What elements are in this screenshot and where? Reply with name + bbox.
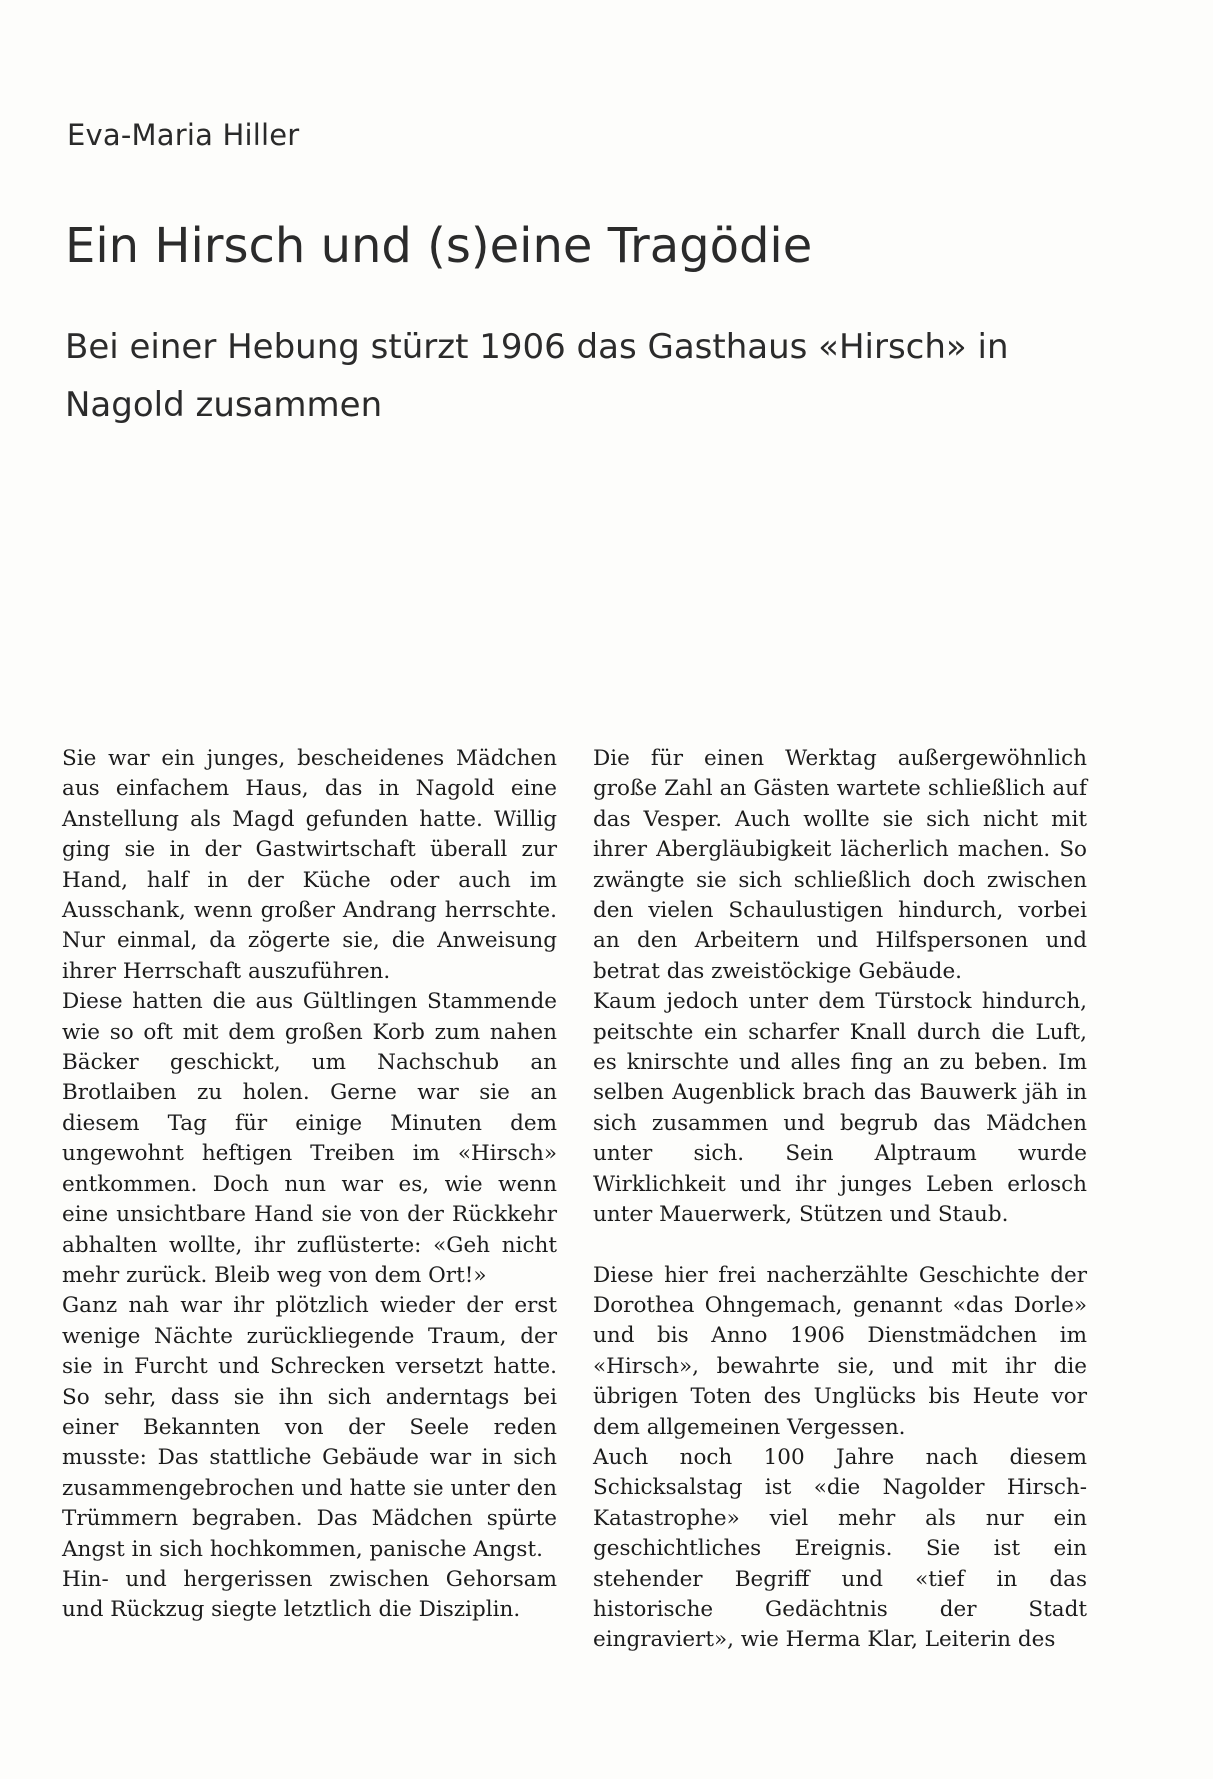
left-paragraph-1: Sie war ein junges, bescheidenes Mädchen aus einfachem Haus, das in Nagold eine Anstellung als Magd gefunden hatte. Willig ging sie in der Gastwirtschaft überall zur Hand, half in der Küche oder auch im Ausschank, wenn großer Andrang herrschte. Nur einmal, da zögerte sie, die Anweisung ihrer Herrschaft auszuführen.	[62, 746, 557, 984]
article-subtitle: Bei einer Hebung stürzt 1906 das Gasthaus «Hirsch» in Nagold zusammen	[65, 327, 1009, 425]
right-paragraph-3: Diese hier frei nacherzählte Geschichte der Dorothea Ohngemach, genannt «das Dorle» und bis Anno 1906 Dienstmädchen im «Hirsch», bewahrte sie, und mit ihr die übrigen Toten des Unglücks bis Heute vor dem allgemeinen Vergessen.	[593, 1262, 1087, 1440]
left-column	[62, 744, 557, 1626]
article-title: Ein Hirsch und (s)eine Tragödie	[65, 218, 813, 274]
right-paragraph-1: Die für einen Werktag außergewöhnlich große Zahl an Gästen wartete schließlich auf das Vesper. Auch wollte sie sich nicht mit ihrer Abergläubigkeit lächerlich machen. So zwängte sie sich schließlich doch zwischen den vielen Schaulustigen hindurch, vorbei an den Arbeitern und Hilfspersonen und betrat das zweistöckige Gebäude.	[593, 746, 1087, 984]
right-paragraph-2: Kaum jedoch unter dem Türstock hindurch, peitschte ein scharfer Knall durch die Luft, es knirschte und alles fing an zu beben. Im selben Augenblick brach das Bauwerk jäh in sich zusammen und begrub das Mädchen unter sich. Sein Alptraum wurde Wirklichkeit und ihr junges Leben erlosch unter Mauerwerk, Stützen und Staub.	[593, 989, 1087, 1228]
left-paragraph-4: Hin- und hergerissen zwischen Gehorsam und Rückzug siegte letztlich die Disziplin.	[62, 1566, 557, 1623]
left-paragraph-2: Diese hatten die aus Gültlingen Stammende wie so oft mit dem großen Korb zum nahen Bäcker geschickt, um Nachschub an Brotlaiben zu holen. Gerne war sie an diesem Tag für einige Minuten dem ungewohnt heftigen Treiben im «Hirsch» entkommen. Doch nun war es, wie wenn eine unsichtbare Hand sie von der Rückkehr abhalten wollte, ihr zuflüsterte: «Geh nicht mehr zurück. Bleib weg von dem Ort!»	[62, 989, 557, 1288]
author-name: Eva-Maria Hiller	[67, 118, 300, 152]
right-column	[593, 744, 1087, 1656]
left-paragraph-3: Ganz nah war ihr plötzlich wieder der erst wenige Nächte zurückliegende Traum, der sie in Furcht und Schrecken versetzt hatte. So sehr, dass sie ihn sich anderntags bei einer Bekannten von der Seele reden musste: Das stattliche Gebäude war in sich zusammengebrochen und hatte sie unter den Trümmern begraben. Das Mädchen spürte Angst in sich hochkommen, panische Angst.	[62, 1293, 557, 1562]
right-paragraph-4: Auch noch 100 Jahre nach diesem Schicksalstag ist «die Nagolder Hirsch-Katastrophe» viel mehr als nur ein geschichtliches Ereignis. Sie ist ein stehender Begriff und «tief in das historische Gedächtnis der Stadt eingraviert», wie Herma Klar, Leiterin des	[593, 1444, 1087, 1653]
